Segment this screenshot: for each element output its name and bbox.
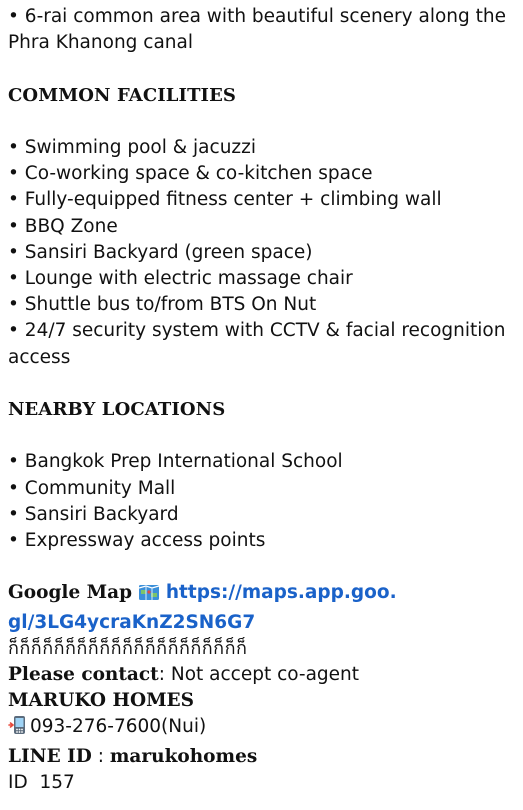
phone-line [8, 714, 515, 743]
google-map-link-wrap-line [8, 610, 515, 636]
facility-item: • 24/7 security system with CCTV & facial recognition [8, 320, 506, 342]
nearby-item: • Bangkok Prep International School [8, 451, 343, 473]
map-icon [138, 583, 160, 609]
facility-item: • Sansiri Backyard (green space) [8, 241, 313, 263]
facility-item: • Shuttle bus to/from BTS On Nut [8, 294, 317, 316]
intro-line-1: • 6-rai common area with beautiful scenery along the [8, 6, 507, 27]
line-id-separator: : [91, 745, 110, 767]
google-map-link-continued[interactable]: gl/3LG4ycraKnZ2SN6G7 [8, 611, 256, 633]
spacer [8, 423, 515, 449]
google-map-line [8, 580, 515, 609]
spacer [8, 56, 515, 82]
company-name: MARUKO HOMES [8, 690, 195, 712]
facility-item: • Co-working space & co-kitchen space [8, 163, 373, 185]
contact-value: Not accept co-agent [164, 664, 360, 685]
contact-separator: : [158, 664, 165, 685]
spacer [8, 554, 515, 580]
intro-line-2: Phra Khanong canal [8, 32, 193, 54]
phone-number: 093-276-7600(Nui) [30, 716, 207, 738]
spacer [8, 109, 515, 135]
contact-label: Please contact [8, 664, 159, 685]
contact-line [8, 662, 515, 688]
facility-item: • Fully-equipped fitness center + climbing wall [8, 189, 442, 211]
facility-item: • Swimming pool & jacuzzi [8, 136, 256, 158]
line-id-line [8, 744, 515, 770]
phone-icon [8, 715, 30, 743]
nearby-item: • Expressway access points [8, 530, 266, 551]
facility-item: • BBQ Zone [8, 215, 118, 237]
common-facilities-heading: COMMON FACILITIES [8, 84, 237, 106]
nearby-item: • Community Mall [8, 477, 176, 499]
nearby-locations-heading: NEARBY LOCATIONS [8, 399, 226, 420]
facility-item: • Lounge with electric massage chair [8, 268, 353, 289]
line-id-value: marukohomes [109, 745, 258, 767]
listing-id: ID 157 [8, 771, 75, 793]
spacer [8, 371, 515, 397]
nearby-item: • Sansiri Backyard [8, 503, 179, 525]
decorative-divider: ก็ก็ก็ก็ก็ก็ก็ก็ก็ก็ก็ก็ก็ก็ก็ก็ก็ก็ก็ก็ก็ [8, 637, 248, 659]
facility-item-wrap: access [8, 346, 71, 368]
google-map-link[interactable]: https://maps.app.goo. [165, 582, 397, 604]
google-map-label: Google Map [8, 582, 133, 604]
line-id-label: LINE ID [8, 745, 92, 767]
